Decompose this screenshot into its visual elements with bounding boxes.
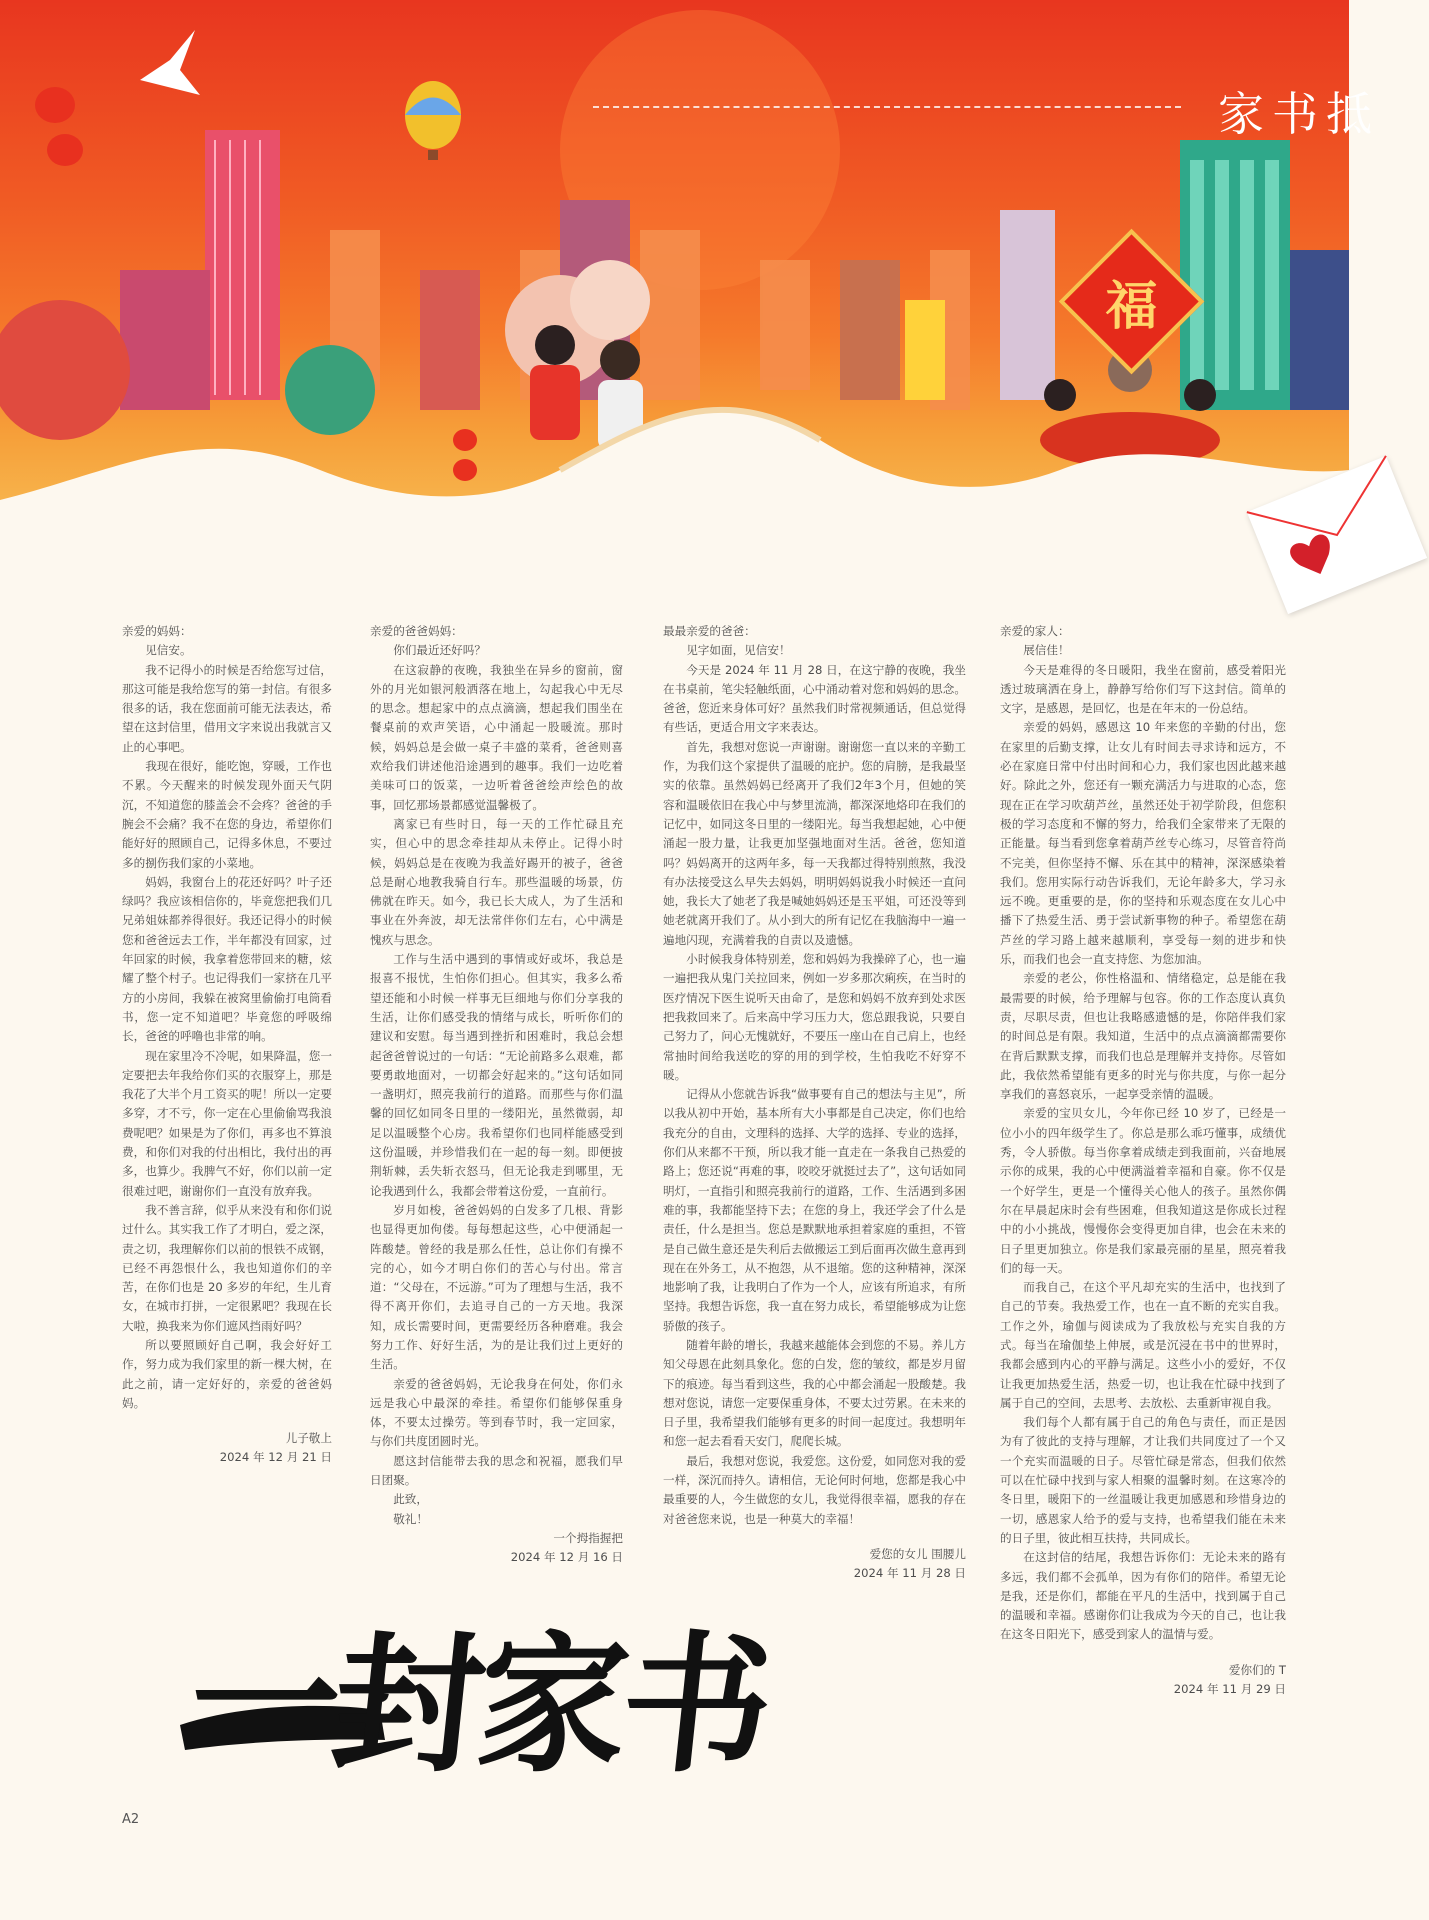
letter-salutation: 亲爱的家人： [1000,624,1070,638]
letter-to-parents [370,622,623,1568]
page-number: A2 [122,1812,140,1827]
letter-closing: 儿子敬上 [285,1431,332,1446]
letter-paragraph: 工作与生活中遇到的事情或好或坏，我总是报喜不报忧，生怕你们担心。但其实，我多么希望还能和小时候一样事无巨细地与你们分享我的生活，让你们感受我的情绪与成长，听听你们的建议和安慰。每当遇到挫折和困难时，我总会想起爸爸曾说过的一句话：“无论前路多么艰难，都要勇敢地面对，一切都会好起来的。”这句话如同一盏明灯，照亮我前行的道路。而那些与你们温馨的回忆如同冬日里的一缕阳光，虽然微弱，却足以温暖整个心房。我希望你们也同样能感受到这份温暖，并珍惜我们在一起的每一刻。即便披荆斩棘，丢失斩衣怒马，但无论我走到哪里，无论我遇到什么，我都会带着这份爱，一直前行。 [370,952,623,1198]
calligraphy-title: 一封家书 [180,1617,776,1793]
letter-paragraph: 离家已有些时日，每一天的工作忙碌且充实，但心中的思念牵挂却从未停止。记得小时候，妈妈总是在夜晚为我盖好踢开的被子，爸爸总是耐心地教我骑自行车。那些温暖的场景，仿佛就在昨天。如今，我已长大成人，为了生活和事业在外奔波，却无法常伴你们左右，心中满是愧疚与思念。 [370,816,623,947]
letter-paragraph: 我们每个人都有属于自己的角色与责任，而正是因为有了彼此的支持与理解，才让我们共同度过了一个又一个充实而温暖的日子。尽管忙碌是常态，但我们依然可以在忙碌中找到与家人相聚的温馨时刻。在这寒冷的冬日里，暖阳下的一丝温暖让我更加感恩和珍惜身边的一切，感恩家人给予的爱与支持，也希望我们能在未来的日子里，彼此相互扶持，共同成长。 [1000,1415,1286,1545]
letter-closing: 爱你们的 T [1228,1662,1286,1677]
banner-title: 家书抵 [1218,87,1380,141]
letter-salutation: 亲爱的爸爸妈妈： [370,624,463,638]
letter-paragraph: 随着年龄的增长，我越来越能体会到您的不易。养儿方知父母恩在此刻具象化。您的白发，您的皱纹，都是岁月留下的痕迹。每当看到这些，我的心中都会涌起一股酸楚。我想对您说，请您一定要保重身体，不要太过劳累。在未来的日子里，我希望我们能够有更多的时间一起度过。我想明年和您一起去看看天安门，爬爬长城。 [663,1337,966,1449]
letter-greeting: 见字如面，见信安！ [686,643,791,658]
letter-paragraph: 今天是 2024 年 11 月 28 日，在这宁静的夜晚，我坐在书桌前，笔尖轻触纸面，心中涌动着对您和妈妈的思念。爸爸，您近来身体可好？虽然我们时常视频通话，但总觉得有些话，更适合用文字来表达。 [663,662,966,735]
letter-paragraph: 首先，我想对您说一声谢谢。谢谢您一直以来的辛勤工作，为我们这个家提供了温暖的庇护。您的肩膀，是我最坚实的依靠。虽然妈妈已经离开了我们2年3个月，但她的笑容和温暖依旧在我心中与梦里流淌，都深深地烙印在我们的记忆中，如同这冬日里的一缕阳光。每当我想起她，心中便涌起一股力量，让我更加坚强地面对生活。爸爸，您知道吗？妈妈离开的这两年多，每一天我都过得特别煎熬，我没有办法接受这么早失去妈妈，明明妈妈说我小时候还一直问她，我长大了她老了我是喊她妈妈还是玉平姐，可还没等到她老就离开我们了。从小到大的所有记忆在我脑海中一遍一遍地闪现，充满着我的自责以及遗憾。 [663,739,966,947]
letter-paragraph: 我不记得小的时候是否给您写过信，那这可能是我给您写的第一封信。有很多很多的话，我在您面前可能无法表达，希望在这封信里，借用文字来说出我就言又止的心事吧。 [122,662,332,754]
letter-paragraph: 最后，我想对您说，我爱您。这份爱，如同您对我的爱一样，深沉而持久。请相信，无论何时何地，您都是我心中最重要的人，今生做您的女儿，我觉得很幸福，愿我的存在对爸爸您来说，也是一种莫大的幸福！ [663,1453,966,1526]
letter-paragraph: 今天是难得的冬日暖阳，我坐在窗前，感受着阳光透过玻璃洒在身上，静静写给你们写下这封信。简单的文字，是感恩，是回忆，也是在年末的一份总结。 [1000,662,1286,716]
letter-end-line: 此致， [393,1492,428,1507]
letter-date: 2024 年 11 月 28 日 [853,1566,966,1581]
fu-character: 福 [1105,276,1158,337]
letter-greeting: 展信佳！ [1023,643,1070,658]
letter-paragraph: 记得从小您就告诉我“做事要有自己的想法与主见”，所以我从初中开始，基本所有大小事都是自己决定，你们也给我充分的自由，文理科的选择、大学的选择、专业的选择，你们从来都不干预，所以我才能一直走在一条我自己热爱的路上；您还说“再难的事，咬咬牙就挺过去了”，这句话如同明灯，一直指引和照亮我前行的道路，工作、生活遇到多困难的事，我都能坚持下去；在您的身上，我还学会了什么是责任，什么是担当。您总是默默地承担着家庭的重担，不管是自己做生意还是失利后去做搬运工到后面再次做生意再到现在在外务工，从不抱怨，从不退缩。您的这种精神，深深地影响了我，让我明白了作为一个人，应该有所追求，有所坚持。我想告诉您，我一直在努力成长，希望能够成为让您骄傲的孩子。 [663,1087,966,1333]
letter-date: 2024 年 12 月 16 日 [510,1550,623,1565]
letter-date: 2024 年 11 月 29 日 [1173,1682,1286,1697]
title-divider [593,106,1181,108]
header-illustration [0,0,1380,560]
letter-paragraph: 在这封信的结尾，我想告诉你们：无论未来的路有多远，我们都不会孤单，因为有你们的陪伴。希望无论是我，还是你们，都能在平凡的生活中，找到属于自己的温暖和幸福。感谢你们让我成为今天的自己，也让我在这冬日阳光下，感受到家人的温情与爱。 [1000,1550,1286,1642]
letter-end-line: 敬礼！ [393,1511,428,1526]
letter-salutation: 最最亲爱的爸爸： [663,624,756,638]
letter-closing: 爱您的女儿 围腰儿 [869,1546,966,1561]
letter-paragraph: 亲爱的宝贝女儿，今年你已经 10 岁了，已经是一位小小的四年级学生了。你总是那么乖巧懂事，成绩优秀，令人骄傲。每当你拿着成绩走到我面前，兴奋地展示你的成果，我的心中便满溢着幸福和自豪。你不仅是一个好学生，更是一个懂得关心他人的孩子。虽然你偶尔在早晨起床时会有些困难，但我知道这是你成长过程中的小小挑战，慢慢你会变得更加自律，也会在未来的日子里更加独立。你是我们家最亮丽的星星，照亮着我们的每一天。 [1000,1106,1286,1275]
letter-paragraph: 小时候我身体特别差，您和妈妈为我操碎了心，也一遍一遍把我从鬼门关拉回来，例如一岁多那次痢疾，在当时的医疗情况下医生说听天由命了，是您和妈妈不放弃到处求医把我救回来了。后来高中学习压力大，您总跟我说，只要自己努力了，问心无愧就好，不要压一座山在自己肩上，也经常抽时间给我送吃的穿的用的到学校，生怕我吃不好穿不暖。 [663,952,966,1082]
letter-to-father [663,622,966,1584]
letter-paragraph: 而我自己，在这个平凡却充实的生活中，也找到了自己的节奏。我热爱工作，也在一直不断的充实自我。工作之外，瑜伽与阅读成为了我放松与充实自我的方式。每当在瑜伽垫上伸展，或是沉浸在书中的世界时，我都会感到内心的平静与满足。这些小小的爱好，不仅让我更加热爱生活，热爱一切，也让我在忙碌中找到了属于自己的空间，去思考、去放松、去重新审视自我。 [1000,1280,1286,1410]
letter-closing: 一个拇指握把 [553,1530,623,1545]
letter-paragraph: 在这寂静的夜晚，我独坐在异乡的窗前，窗外的月光如银河般洒落在地上，勾起我心中无尽的思念。想起家中的点点滴滴，想起我们围坐在餐桌前的欢声笑语，心中涌起一股暖流。那时候，妈妈总是会做一桌子丰盛的菜肴，爸爸则喜欢给我们讲述他沿途遇到的趣事。我们一边吃着美味可口的饭菜，一边听着爸爸绘声绘色的故事，回忆那场景都感觉温馨极了。 [370,662,623,812]
letter-paragraph: 岁月如梭，爸爸妈妈的白发多了几根、背影也显得更加佝偻。每每想起这些，心中便涌起一阵酸楚。曾经的我是那么任性，总让你们有操不完的心，如今才明白你们的苦心与付出。常言道：“父母在，不远游。”可为了理想与生活，我不得不离开你们，去追寻自己的一方天地。我深知，成长需要时间，更需要经历各种磨难。我会努力工作、好好生活，为的是让我们过上更好的生活。 [370,1202,623,1372]
letter-greeting: 见信安。 [145,643,192,658]
letter-paragraph: 亲爱的老公，你性格温和、情绪稳定，总是能在我最需要的时候，给予理解与包容。你的工作态度认真负责，尽职尽责，但也让我略感遗憾的是，你陪伴我们家的时间总是有限。我知道，生活中的点点滴滴都需要你在背后默默支撑，而我们也总是理解并支持你。尽管如此，我依然希望能有更多的时光与你共度，与你一起分享我们的喜怒哀乐，一起享受亲情的温暖。 [1000,971,1286,1102]
letter-paragraph: 妈妈，我窗台上的花还好吗？叶子还绿吗？我应该相信你的，毕竟您把我们几兄弟姐妹都养得很好。我还记得小的时候您和爸爸远去工作，半年都没有回家，过年回家的时候，我拿着您带回来的糖，炫耀了整个村子。也记得我们一家挤在几平方的小房间，我躲在被窝里偷偷打电筒看书，您一定不知道吧？毕竟您的呼吸绵长，爸爸的呼噜也非常的响。 [122,874,332,1044]
letter-date: 2024 年 12 月 21 日 [219,1450,332,1465]
letter-to-mother [122,622,332,1468]
letter-paragraph: 亲爱的爸爸妈妈，无论我身在何处，你们永远是我心中最深的牵挂。希望你们能够保重身体，不要太过操劳。等到春节时，我一定回家，与你们共度团圆时光。 [370,1376,623,1449]
letter-paragraph: 我不善言辞，似乎从来没有和你们说过什么。其实我工作了才明白，爱之深，责之切，我理解你们以前的恨铁不成钢，已经不再怨恨什么，我也知道你们的辛苦，在你们也是 20 多岁的年纪，生儿育女，在城市打拼，一定很累吧？我现在长大啦，换我来为你们遮风挡雨好吗？ [122,1202,332,1333]
letter-paragraph: 所以要照顾好自己啊，我会好好工作，努力成为我们家里的新一棵大树，在此之前，请一定好好的，亲爱的爸爸妈妈。 [122,1337,332,1410]
letter-greeting: 你们最近还好吗？ [393,643,486,658]
letter-paragraph: 愿这封信能带去我的思念和祝福，愿我们早日团聚。 [370,1453,623,1488]
letter-to-family [1000,622,1286,1699]
letter-salutation: 亲爱的妈妈： [122,624,192,638]
letter-paragraph: 我现在很好，能吃饱，穿暖，工作也不累。今天醒来的时候发现外面天气阴沉，不知道您的膝盖会不会疼？爸爸的手腕会不会痛？我不在您的身边，希望你们能好好的照顾自己，记得多休息，不要过多的捌伤我们家的小菜地。 [122,759,332,870]
letter-paragraph: 现在家里冷不冷呢，如果降温，您一定要把去年我给你们买的衣服穿上，那是我花了大半个月工资买的呢！所以一定要多穿，才不亏，你一定在心里偷偷骂我浪费呢吧？如果是为了你们，再多也不算浪费，和你们对我的付出相比，我付出的再多，也算少。我脾气不好，你们以前一定很难过吧，谢谢你们一直没有放弃我。 [122,1048,332,1198]
letter-paragraph: 亲爱的妈妈，感恩这 10 年来您的辛勤的付出，您在家里的后勤支撑，让女儿有时间去寻求诗和远方，不必在家庭日常中付出时间和心力，我们家也因此越来越好。除此之外，您还有一颗充满活力与进取的心态，您现在正在学习吹葫芦丝，虽然还处于初学阶段，但您积极的学习态度和不懈的努力，给我们全家带来了无限的正能量。每当看到您拿着葫芦丝专心练习，尽管音符尚不完美，但你坚持不懈、乐在其中的精神，深深感染着我们。您用实际行动告诉我们，无论年龄多大，学习永远不晚。更重要的是，你的坚持和乐观态度在女儿心中播下了热爱生活、勇于尝试新事物的种子。希望您在葫芦丝的学习路上越来越顺利，享受每一刻的进步和快乐，而我们也会一直支持您、为您加油。 [1000,720,1286,967]
